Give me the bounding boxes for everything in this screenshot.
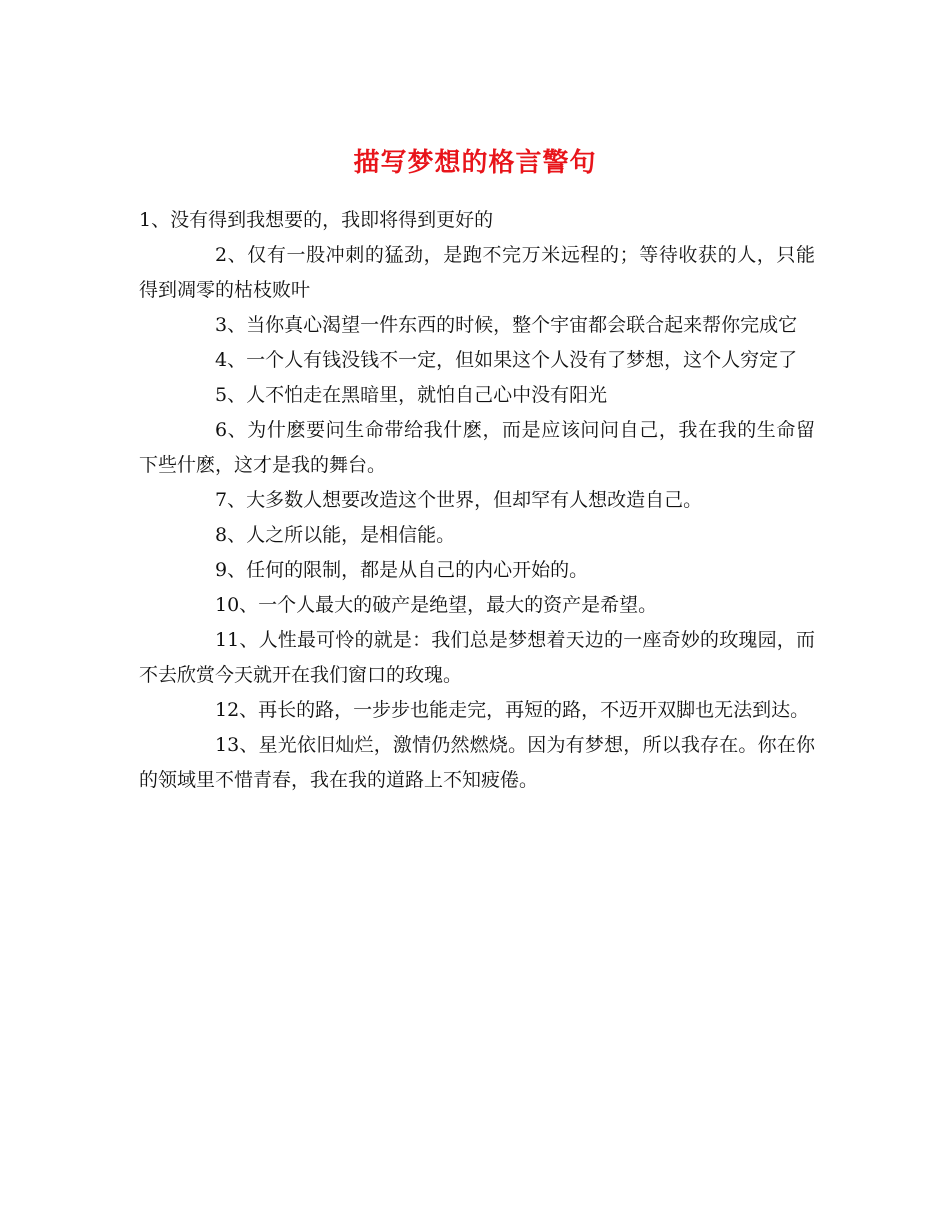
document-body: [139, 203, 815, 798]
quote-paragraph-4: 4、一个人有钱没钱不一定，但如果这个人没有了梦想，这个人穷定了: [215, 349, 798, 371]
quote-paragraph-3: 3、当你真心渴望一件东西的时候，整个宇宙都会联合起来帮你完成它: [215, 314, 798, 336]
quote-paragraph-13: 13、星光依旧灿烂，激情仍然燃烧。因为有梦想，所以我存在。你在你的领域里不惜青春，我在我的道路上不知疲倦。: [139, 734, 815, 791]
document-title: 描写梦想的格言警句: [353, 148, 597, 179]
quote-paragraph-7: 7、大多数人想要改造这个世界，但却罕有人想改造自己。: [215, 489, 703, 511]
quote-paragraph-9: 9、任何的限制，都是从自己的内心开始的。: [215, 559, 589, 581]
quote-paragraph-11: 11、人性最可怜的就是：我们总是梦想着天边的一座奇妙的玫瑰园，而不去欣赏今天就开在我们窗口的玫瑰。: [139, 629, 815, 686]
quote-paragraph-8: 8、人之所以能，是相信能。: [215, 524, 456, 546]
quote-paragraph-12: 12、再长的路，一步步也能走完，再短的路，不迈开双脚也无法到达。: [215, 699, 810, 721]
quote-paragraph-10: 10、一个人最大的破产是绝望，最大的资产是希望。: [215, 594, 658, 616]
quote-paragraph-2: 2、仅有一股冲刺的猛劲，是跑不完万米远程的；等待收获的人，只能得到凋零的枯枝败叶: [139, 244, 815, 301]
quote-paragraph-1: 1、没有得到我想要的，我即将得到更好的: [139, 209, 494, 231]
quote-paragraph-6: 6、为什麽要问生命带给我什麽，而是应该问问自己，我在我的生命留下些什麽，这才是我的舞台。: [139, 419, 815, 476]
quote-paragraph-5: 5、人不怕走在黑暗里，就怕自己心中没有阳光: [215, 384, 608, 406]
